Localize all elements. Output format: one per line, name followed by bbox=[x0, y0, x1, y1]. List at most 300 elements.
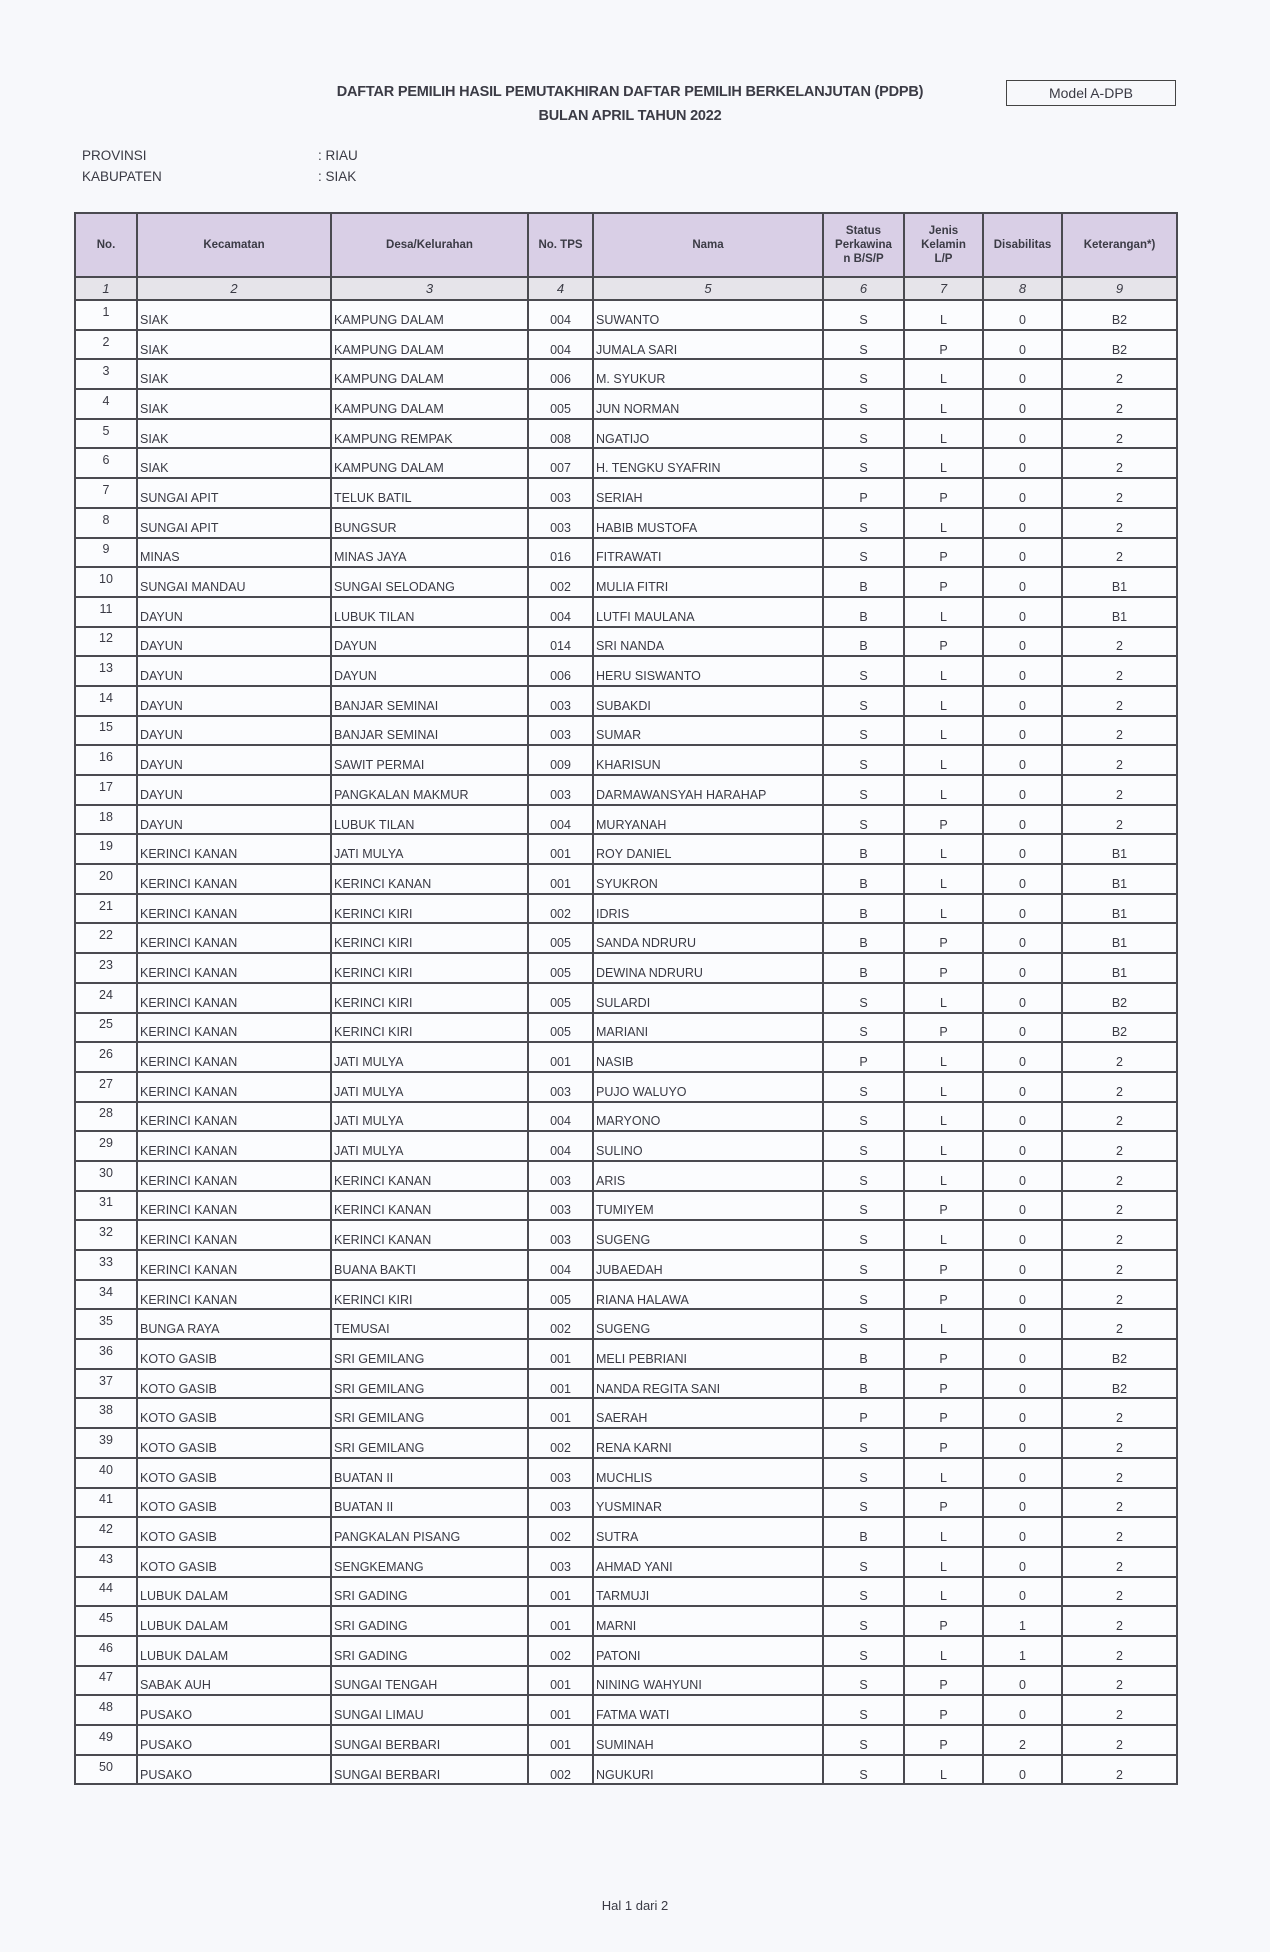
cell-jenis-kelamin bbox=[904, 834, 983, 864]
cell-desa-text: KAMPUNG REMPAK bbox=[334, 431, 453, 446]
cell-keterangan-text: 2 bbox=[1116, 817, 1123, 832]
model-label-box: Model A-DPB bbox=[1006, 80, 1176, 106]
cell-tps bbox=[528, 1280, 593, 1310]
cell-jenis-kelamin bbox=[904, 894, 983, 924]
cell-kecamatan bbox=[137, 1072, 331, 1102]
cell-disabilitas-text: 0 bbox=[1019, 580, 1026, 595]
cell-keterangan bbox=[1062, 1191, 1177, 1221]
cell-desa-text: SENGKEMANG bbox=[334, 1559, 424, 1574]
cell-desa bbox=[331, 1369, 528, 1399]
cell-desa-text: DAYUN bbox=[334, 669, 377, 684]
cell-keterangan bbox=[1062, 1666, 1177, 1696]
cell-tps-text: 003 bbox=[550, 728, 571, 743]
cell-keterangan bbox=[1062, 864, 1177, 894]
cell-nama bbox=[593, 1013, 823, 1043]
cell-status-perkawinan-text: S bbox=[859, 1767, 868, 1782]
cell-kecamatan-text: SUNGAI APIT bbox=[140, 490, 219, 505]
cell-keterangan-text: B2 bbox=[1111, 995, 1128, 1010]
cell-tps bbox=[528, 1131, 593, 1161]
cell-tps bbox=[528, 389, 593, 419]
header-jk-l2: Kelamin bbox=[921, 239, 966, 251]
cell-status-perkawinan bbox=[823, 1577, 904, 1607]
cell-keterangan-text: B2 bbox=[1111, 1025, 1128, 1040]
cell-nama-text: NANDA REGITA SANI bbox=[596, 1381, 721, 1396]
cell-keterangan bbox=[1062, 1102, 1177, 1132]
cell-desa bbox=[331, 745, 528, 775]
cell-tps-text: 004 bbox=[550, 342, 571, 357]
table-row bbox=[75, 864, 1177, 894]
cell-kecamatan-text: SIAK bbox=[140, 401, 169, 416]
cell-jenis-kelamin bbox=[904, 745, 983, 775]
cell-kecamatan bbox=[137, 627, 331, 657]
cell-desa bbox=[331, 1102, 528, 1132]
title-line-2: BULAN APRIL TAHUN 2022 bbox=[538, 108, 722, 124]
table-row bbox=[75, 1606, 1177, 1636]
cell-status-perkawinan bbox=[823, 478, 904, 508]
cell-status-perkawinan-text: B bbox=[859, 580, 868, 595]
cell-tps bbox=[528, 1666, 593, 1696]
cell-status-perkawinan-text: S bbox=[859, 1233, 868, 1248]
cell-desa-text: SRI GADING bbox=[334, 1589, 408, 1604]
cell-tps bbox=[528, 834, 593, 864]
cell-keterangan bbox=[1062, 894, 1177, 924]
cell-tps-text: 003 bbox=[550, 1203, 571, 1218]
cell-kecamatan bbox=[137, 864, 331, 894]
table-row bbox=[75, 1547, 1177, 1577]
cell-keterangan bbox=[1062, 1636, 1177, 1666]
cell-disabilitas bbox=[983, 1606, 1062, 1636]
cell-status-perkawinan bbox=[823, 834, 904, 864]
cell-no bbox=[75, 1458, 137, 1488]
cell-status-perkawinan-text: S bbox=[859, 550, 868, 565]
cell-status-perkawinan bbox=[823, 1042, 904, 1072]
cell-tps-text: 005 bbox=[550, 965, 571, 980]
cell-kecamatan-text: KOTO GASIB bbox=[140, 1411, 217, 1426]
cell-kecamatan-text: SIAK bbox=[140, 342, 169, 357]
cell-tps-text: 003 bbox=[550, 1084, 571, 1099]
cell-jenis-kelamin bbox=[904, 1458, 983, 1488]
cell-no-text: 14 bbox=[99, 690, 113, 705]
cell-jenis-kelamin bbox=[904, 389, 983, 419]
cell-status-perkawinan-text: S bbox=[859, 1144, 868, 1159]
cell-no-text: 13 bbox=[99, 661, 113, 676]
cell-jenis-kelamin bbox=[904, 1161, 983, 1191]
cell-keterangan bbox=[1062, 1161, 1177, 1191]
cell-keterangan bbox=[1062, 1072, 1177, 1102]
cell-no bbox=[75, 1666, 137, 1696]
cell-nama bbox=[593, 894, 823, 924]
cell-jenis-kelamin bbox=[904, 1013, 983, 1043]
cell-desa-text: KAMPUNG DALAM bbox=[334, 342, 444, 357]
cell-nama bbox=[593, 656, 823, 686]
cell-nama-text: H. TENGKU SYAFRIN bbox=[596, 461, 721, 476]
cell-jenis-kelamin bbox=[904, 1369, 983, 1399]
cell-keterangan-text: 2 bbox=[1116, 401, 1123, 416]
cell-desa bbox=[331, 1398, 528, 1428]
cell-kecamatan bbox=[137, 1725, 331, 1755]
cell-desa bbox=[331, 1042, 528, 1072]
cell-nama-text: JUMALA SARI bbox=[596, 342, 678, 357]
cell-tps bbox=[528, 478, 593, 508]
cell-nama-text: MUCHLIS bbox=[596, 1470, 653, 1485]
cell-status-perkawinan bbox=[823, 745, 904, 775]
cell-jenis-kelamin bbox=[904, 1636, 983, 1666]
cell-disabilitas-text: 0 bbox=[1019, 431, 1026, 446]
cell-tps-text: 001 bbox=[550, 1589, 571, 1604]
cell-kecamatan bbox=[137, 567, 331, 597]
cell-desa-text: SRI GEMILANG bbox=[334, 1440, 425, 1455]
cell-disabilitas-text: 0 bbox=[1019, 1500, 1026, 1515]
cell-status-perkawinan-text: B bbox=[859, 876, 868, 891]
cell-disabilitas-text: 0 bbox=[1019, 639, 1026, 654]
cell-no bbox=[75, 1695, 137, 1725]
cell-keterangan bbox=[1062, 1398, 1177, 1428]
cell-desa-text: SUNGAI BERBARI bbox=[334, 1767, 441, 1782]
cell-tps bbox=[528, 1339, 593, 1369]
table-row bbox=[75, 1517, 1177, 1547]
cell-jenis-kelamin-text: P bbox=[939, 1381, 948, 1396]
cell-disabilitas bbox=[983, 419, 1062, 449]
cell-nama-text: SUMAR bbox=[596, 728, 642, 743]
cell-nama-text: SUMINAH bbox=[596, 1737, 654, 1752]
cell-desa-text: KERINCI KIRI bbox=[334, 1292, 413, 1307]
cell-no-text: 41 bbox=[99, 1492, 113, 1507]
cell-status-perkawinan bbox=[823, 1102, 904, 1132]
cell-status-perkawinan bbox=[823, 330, 904, 360]
cell-desa bbox=[331, 1220, 528, 1250]
cell-nama bbox=[593, 1161, 823, 1191]
cell-no bbox=[75, 686, 137, 716]
cell-no-text: 17 bbox=[99, 779, 113, 794]
cell-disabilitas-text: 0 bbox=[1019, 1767, 1026, 1782]
cell-jenis-kelamin bbox=[904, 1725, 983, 1755]
cell-keterangan bbox=[1062, 923, 1177, 953]
cell-tps-text: 016 bbox=[550, 550, 571, 565]
cell-disabilitas-text: 0 bbox=[1019, 817, 1026, 832]
cell-status-perkawinan-text: S bbox=[859, 1589, 868, 1604]
cell-jenis-kelamin bbox=[904, 1428, 983, 1458]
cell-jenis-kelamin bbox=[904, 923, 983, 953]
cell-desa-text: SUNGAI LIMAU bbox=[334, 1708, 424, 1723]
cell-jenis-kelamin-text: P bbox=[939, 1411, 948, 1426]
cell-status-perkawinan bbox=[823, 1398, 904, 1428]
cell-tps bbox=[528, 686, 593, 716]
cell-status-perkawinan-text: S bbox=[859, 995, 868, 1010]
cell-keterangan-text: 2 bbox=[1116, 1500, 1123, 1515]
cell-keterangan bbox=[1062, 1577, 1177, 1607]
cell-no bbox=[75, 1013, 137, 1043]
table-row bbox=[75, 300, 1177, 330]
cell-kecamatan bbox=[137, 1666, 331, 1696]
cell-no-text: 1 bbox=[102, 304, 110, 319]
cell-kecamatan bbox=[137, 923, 331, 953]
cell-kecamatan bbox=[137, 1220, 331, 1250]
cell-kecamatan-text: KOTO GASIB bbox=[140, 1381, 217, 1396]
cell-no bbox=[75, 300, 137, 330]
cell-nama-text: IDRIS bbox=[596, 906, 630, 921]
cell-disabilitas-text: 0 bbox=[1019, 1173, 1026, 1188]
cell-jenis-kelamin bbox=[904, 1577, 983, 1607]
cell-disabilitas bbox=[983, 686, 1062, 716]
cell-tps-text: 002 bbox=[550, 906, 571, 921]
cell-nama bbox=[593, 1369, 823, 1399]
cell-no-text: 42 bbox=[99, 1522, 113, 1537]
cell-desa bbox=[331, 1488, 528, 1518]
cell-desa-text: TELUK BATIL bbox=[334, 490, 412, 505]
cell-no bbox=[75, 1398, 137, 1428]
cell-no bbox=[75, 1131, 137, 1161]
cell-kecamatan bbox=[137, 775, 331, 805]
cell-no bbox=[75, 805, 137, 835]
cell-keterangan-text: B2 bbox=[1111, 312, 1128, 327]
cell-no-text: 24 bbox=[99, 987, 113, 1002]
table-row bbox=[75, 1042, 1177, 1072]
table-row bbox=[75, 419, 1177, 449]
cell-tps-text: 001 bbox=[550, 1411, 571, 1426]
cell-keterangan-text: 2 bbox=[1116, 698, 1123, 713]
cell-nama bbox=[593, 1636, 823, 1666]
cell-tps bbox=[528, 1161, 593, 1191]
cell-kecamatan-text: SIAK bbox=[140, 372, 169, 387]
cell-kecamatan bbox=[137, 1131, 331, 1161]
cell-tps-text: 002 bbox=[550, 1440, 571, 1455]
cell-disabilitas-text: 0 bbox=[1019, 1351, 1026, 1366]
cell-keterangan bbox=[1062, 1309, 1177, 1339]
cell-keterangan bbox=[1062, 1725, 1177, 1755]
cell-status-perkawinan-text: B bbox=[859, 965, 868, 980]
cell-disabilitas bbox=[983, 478, 1062, 508]
cell-desa bbox=[331, 1131, 528, 1161]
cell-jenis-kelamin-text: L bbox=[940, 431, 947, 446]
cell-desa-text: KERINCI KIRI bbox=[334, 906, 413, 921]
cell-no-text: 9 bbox=[102, 542, 110, 557]
cell-jenis-kelamin bbox=[904, 448, 983, 478]
cell-no-text: 31 bbox=[99, 1195, 113, 1210]
cell-status-perkawinan-text: S bbox=[859, 520, 868, 535]
cell-no bbox=[75, 1488, 137, 1518]
cell-disabilitas-text: 0 bbox=[1019, 1470, 1026, 1485]
cell-kecamatan bbox=[137, 538, 331, 568]
cell-no-text: 8 bbox=[102, 512, 110, 527]
cell-tps-text: 004 bbox=[550, 312, 571, 327]
cell-disabilitas bbox=[983, 300, 1062, 330]
cell-keterangan-text: 2 bbox=[1116, 431, 1123, 446]
cell-nama bbox=[593, 1428, 823, 1458]
table-row bbox=[75, 1309, 1177, 1339]
header-jk-l1: Jenis bbox=[928, 225, 959, 237]
cell-jenis-kelamin-text: P bbox=[939, 639, 948, 654]
cell-keterangan bbox=[1062, 1220, 1177, 1250]
cell-tps-text: 003 bbox=[550, 490, 571, 505]
cell-status-perkawinan-text: B bbox=[859, 1381, 868, 1396]
cell-desa-text: SRI GEMILANG bbox=[334, 1411, 425, 1426]
cell-kecamatan-text: KERINCI KANAN bbox=[140, 1233, 238, 1248]
cell-desa-text: TEMUSAI bbox=[334, 1322, 390, 1337]
cell-jenis-kelamin bbox=[904, 538, 983, 568]
cell-desa bbox=[331, 686, 528, 716]
cell-desa bbox=[331, 1458, 528, 1488]
cell-disabilitas bbox=[983, 508, 1062, 538]
cell-disabilitas bbox=[983, 1131, 1062, 1161]
cell-tps bbox=[528, 508, 593, 538]
cell-keterangan-text: 2 bbox=[1116, 1203, 1123, 1218]
cell-jenis-kelamin bbox=[904, 1191, 983, 1221]
cell-status-perkawinan-text: S bbox=[859, 1619, 868, 1634]
cell-nama-text: LUTFI MAULANA bbox=[596, 609, 695, 624]
cell-status-perkawinan bbox=[823, 805, 904, 835]
cell-nama-text: PATONI bbox=[596, 1648, 641, 1663]
cell-jenis-kelamin bbox=[904, 1517, 983, 1547]
cell-disabilitas bbox=[983, 538, 1062, 568]
cell-keterangan bbox=[1062, 597, 1177, 627]
cell-tps-text: 005 bbox=[550, 401, 571, 416]
cell-status-perkawinan-text: B bbox=[859, 936, 868, 951]
cell-disabilitas-text: 0 bbox=[1019, 342, 1026, 357]
cell-status-perkawinan-text: B bbox=[859, 609, 868, 624]
cell-nama-text: SUTRA bbox=[596, 1530, 639, 1545]
cell-disabilitas bbox=[983, 330, 1062, 360]
cell-kecamatan bbox=[137, 686, 331, 716]
cell-jenis-kelamin-text: L bbox=[940, 1559, 947, 1574]
cell-keterangan bbox=[1062, 538, 1177, 568]
cell-tps-text: 009 bbox=[550, 758, 571, 773]
cell-keterangan-text: 2 bbox=[1116, 787, 1123, 802]
cell-desa bbox=[331, 1725, 528, 1755]
cell-jenis-kelamin-text: P bbox=[939, 1203, 948, 1218]
table-row bbox=[75, 1013, 1177, 1043]
cell-tps-text: 008 bbox=[550, 431, 571, 446]
cell-disabilitas-text: 0 bbox=[1019, 1559, 1026, 1574]
cell-tps bbox=[528, 1517, 593, 1547]
cell-desa bbox=[331, 1606, 528, 1636]
cell-nama bbox=[593, 1666, 823, 1696]
cell-desa bbox=[331, 300, 528, 330]
cell-disabilitas bbox=[983, 1458, 1062, 1488]
cell-desa-text: BUATAN II bbox=[334, 1500, 394, 1515]
cell-disabilitas-text: 0 bbox=[1019, 1589, 1026, 1604]
cell-desa bbox=[331, 1636, 528, 1666]
cell-jenis-kelamin bbox=[904, 686, 983, 716]
cell-disabilitas bbox=[983, 1755, 1062, 1785]
table-row bbox=[75, 1458, 1177, 1488]
cell-kecamatan bbox=[137, 1547, 331, 1577]
table-row bbox=[75, 359, 1177, 389]
cell-tps-text: 002 bbox=[550, 1530, 571, 1545]
cell-no bbox=[75, 1606, 137, 1636]
cell-status-perkawinan bbox=[823, 1695, 904, 1725]
cell-kecamatan bbox=[137, 1369, 331, 1399]
cell-jenis-kelamin bbox=[904, 330, 983, 360]
cell-kecamatan-text: KERINCI KANAN bbox=[140, 1203, 238, 1218]
cell-tps-text: 004 bbox=[550, 609, 571, 624]
cell-desa-text: SAWIT PERMAI bbox=[334, 758, 425, 773]
cell-disabilitas-text: 0 bbox=[1019, 1114, 1026, 1129]
cell-disabilitas-text: 0 bbox=[1019, 965, 1026, 980]
cell-kecamatan bbox=[137, 1695, 331, 1725]
cell-jenis-kelamin-text: P bbox=[939, 1292, 948, 1307]
cell-disabilitas-text: 0 bbox=[1019, 1055, 1026, 1070]
cell-tps-text: 004 bbox=[550, 1144, 571, 1159]
cell-status-perkawinan bbox=[823, 448, 904, 478]
cell-tps bbox=[528, 923, 593, 953]
cell-disabilitas-text: 0 bbox=[1019, 1708, 1026, 1723]
cell-kecamatan bbox=[137, 1250, 331, 1280]
cell-kecamatan-text: DAYUN bbox=[140, 669, 183, 684]
cell-nama-text: MARNI bbox=[596, 1619, 637, 1634]
cell-disabilitas bbox=[983, 1072, 1062, 1102]
cell-keterangan-text: 2 bbox=[1116, 490, 1123, 505]
cell-jenis-kelamin bbox=[904, 1131, 983, 1161]
cell-status-perkawinan-text: B bbox=[859, 1351, 868, 1366]
cell-nama bbox=[593, 775, 823, 805]
cell-no-text: 44 bbox=[99, 1581, 113, 1596]
cell-kecamatan bbox=[137, 805, 331, 835]
cell-disabilitas bbox=[983, 864, 1062, 894]
cell-disabilitas bbox=[983, 1369, 1062, 1399]
cell-jenis-kelamin bbox=[904, 1280, 983, 1310]
cell-disabilitas bbox=[983, 1577, 1062, 1607]
cell-desa-text: KERINCI KANAN bbox=[334, 1233, 432, 1248]
cell-keterangan bbox=[1062, 359, 1177, 389]
cell-disabilitas-text: 0 bbox=[1019, 995, 1026, 1010]
cell-keterangan bbox=[1062, 330, 1177, 360]
cell-nama-text: NGATIJO bbox=[596, 431, 650, 446]
cell-disabilitas-text: 0 bbox=[1019, 1381, 1026, 1396]
cell-kecamatan bbox=[137, 1755, 331, 1785]
cell-no-text: 48 bbox=[99, 1700, 113, 1715]
cell-jenis-kelamin-text: L bbox=[940, 1767, 947, 1782]
cell-nama bbox=[593, 1488, 823, 1518]
cell-nama-text: RIANA HALAWA bbox=[596, 1292, 689, 1307]
cell-status-perkawinan bbox=[823, 538, 904, 568]
cell-tps bbox=[528, 1102, 593, 1132]
cell-tps bbox=[528, 1636, 593, 1666]
cell-keterangan bbox=[1062, 1606, 1177, 1636]
cell-nama bbox=[593, 508, 823, 538]
cell-no-text: 29 bbox=[99, 1136, 113, 1151]
cell-tps bbox=[528, 1488, 593, 1518]
cell-keterangan bbox=[1062, 300, 1177, 330]
cell-jenis-kelamin bbox=[904, 1339, 983, 1369]
cell-no bbox=[75, 1339, 137, 1369]
table-row bbox=[75, 1398, 1177, 1428]
table-row bbox=[75, 1102, 1177, 1132]
cell-tps-text: 001 bbox=[550, 1055, 571, 1070]
cell-desa bbox=[331, 1666, 528, 1696]
cell-no-text: 23 bbox=[99, 957, 113, 972]
cell-status-perkawinan-text: S bbox=[859, 1322, 868, 1337]
kabupaten-label: KABUPATEN bbox=[82, 169, 162, 184]
cell-status-perkawinan bbox=[823, 1458, 904, 1488]
cell-kecamatan bbox=[137, 389, 331, 419]
colnum-6: 6 bbox=[823, 277, 904, 300]
cell-tps bbox=[528, 419, 593, 449]
cell-desa-text: SUNGAI SELODANG bbox=[334, 580, 455, 595]
cell-no-text: 15 bbox=[99, 720, 113, 735]
cell-nama bbox=[593, 567, 823, 597]
cell-desa-text: SUNGAI TENGAH bbox=[334, 1678, 438, 1693]
cell-desa-text: KAMPUNG DALAM bbox=[334, 401, 444, 416]
cell-nama-text: DEWINA NDRURU bbox=[596, 965, 703, 980]
header-desa: Desa/Kelurahan bbox=[331, 213, 528, 277]
cell-keterangan bbox=[1062, 656, 1177, 686]
cell-no-text: 40 bbox=[99, 1462, 113, 1477]
cell-nama-text: DARMAWANSYAH HARAHAP bbox=[596, 787, 767, 802]
cell-tps-text: 003 bbox=[550, 1559, 571, 1574]
cell-disabilitas bbox=[983, 1339, 1062, 1369]
cell-nama-text: MELI PEBRIANI bbox=[596, 1351, 687, 1366]
cell-kecamatan bbox=[137, 1577, 331, 1607]
